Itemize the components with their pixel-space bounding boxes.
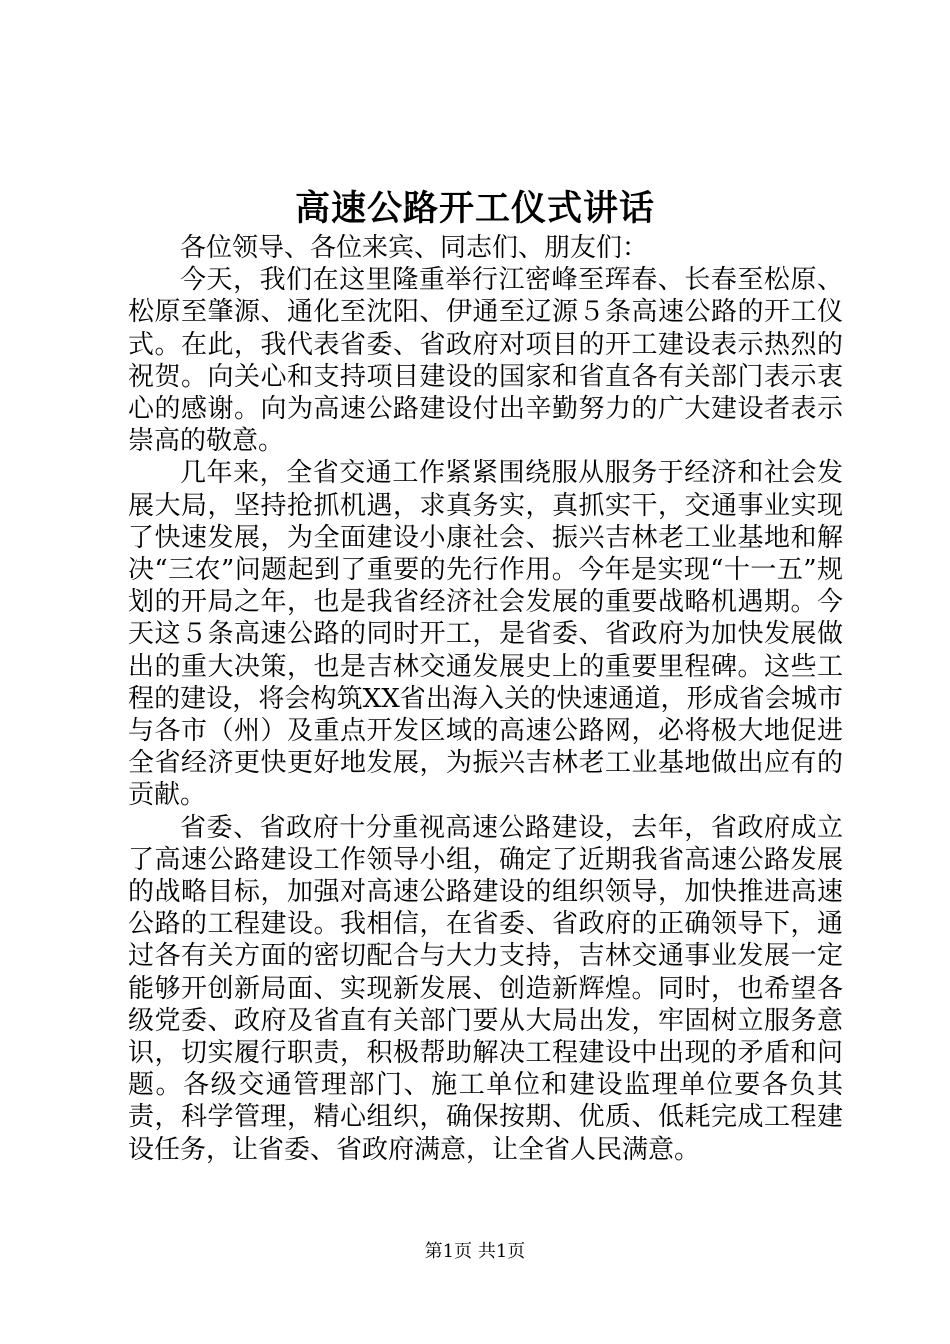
body-paragraph: 今天，我们在这里隆重举行江密峰至珲春、长春至松原、松原至肇源、通化至沈阳、伊通至辽源５条高速公路的开工仪式。在此，我代表省委、省政府对项目的开工建设表示热烈的祝贺。向关心和支持项目建设的国家和省直各有关部门表示衷心的感谢。向为高速公路建设付出辛勤努力的广大建设者表示崇高的敬意。: [128, 265, 843, 457]
body-paragraph: 省委、省政府十分重视高速公路建设，去年，省政府成立了高速公路建设工作领导小组，确定了近期我省高速公路发展的战略目标，加强对高速公路建设的组织领导，加快推进高速公路的工程建设。我相信，在省委、省政府的正确领导下，通过各有关方面的密切配合与大力支持，吉林交通事业发展一定能够开创新局面、实现新发展、创造新辉煌。同时，也希望各级党委、政府及省直有关部门要从大局出发，牢固树立服务意识，切实履行职责，积极帮助解决工程建设中出现的矛盾和问题。各级交通管理部门、施工单位和建设监理单位要各负其责，科学管理，精心组织，确保按期、优质、低耗完成工程建设任务，让省委、省政府满意，让全省人民满意。: [128, 812, 843, 1165]
document-body: [128, 232, 843, 1166]
body-paragraph: 几年来，全省交通工作紧紧围绕服从服务于经济和社会发展大局，坚持抢抓机遇，求真务实，真抓实干，交通事业实现了快速发展，为全面建设小康社会、振兴吉林老工业基地和解决“三农”问题起到了重要的先行作用。今年是实现“十一五”规划的开局之年，也是我省经济社会发展的重要战略机遇期。今天这５条高速公路的同时开工，是省委、省政府为加快发展做出的重大决策，也是吉林交通发展史上的重要里程碑。这些工程的建设，将会构筑XX省出海入关的快速通道，形成省会城市与各市（州）及重点开发区域的高速公路网，必将极大地促进全省经济更快更好地发展，为振兴吉林老工业基地做出应有的贡献。: [128, 458, 843, 811]
page-number-footer: 第1页 共1页: [424, 1241, 526, 1262]
document-title: 高速公路开工仪式讲话: [294, 188, 655, 229]
salutation-paragraph: 各位领导、各位来宾、同志们、朋友们：: [180, 233, 649, 263]
